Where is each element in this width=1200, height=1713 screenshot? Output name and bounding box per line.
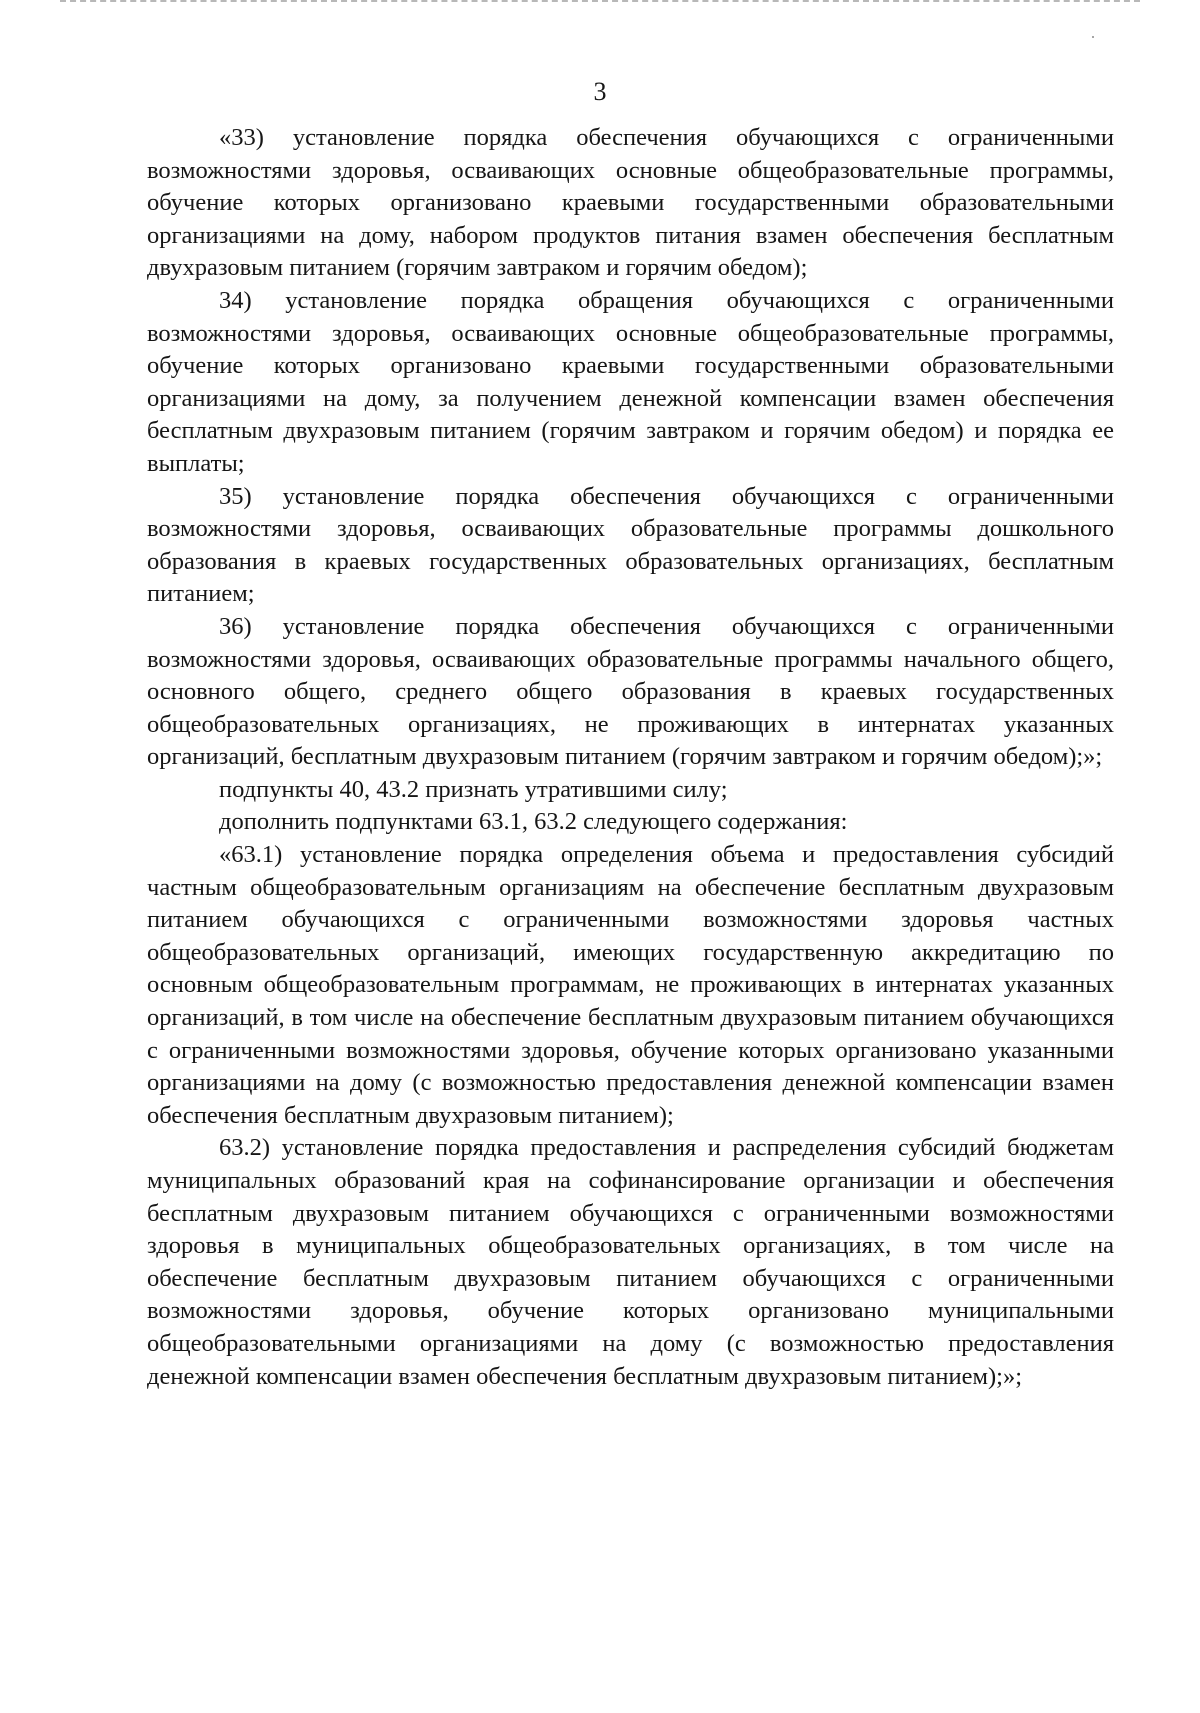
document-body	[147, 122, 1114, 1393]
scan-speck	[1092, 36, 1094, 38]
paragraph-34: 34) установление порядка обращения обучающихся с ограниченными возможностями здоровья, осваивающих основные общеобразовательные программы, обучение которых организовано краевыми государственными образовательными организациями на дому, за получением денежной компенсации взамен обеспечения бесплатным двухразовым питанием (горячим завтраком и горячим обедом) и порядка ее выплаты;	[147, 286, 1114, 477]
paragraph-35: 35) установление порядка обеспечения обучающихся с ограниченными возможностями здоровья, осваивающих образовательные программы дошкольного образования в краевых государственных образовательных организациях, бесплатным питанием;	[147, 482, 1114, 608]
paragraph-supplement: дополнить подпунктами 63.1, 63.2 следующего содержания:	[219, 808, 848, 836]
page-number: 3	[593, 77, 607, 106]
scan-top-edge	[60, 0, 1140, 2]
paragraph-63-1: «63.1) установление порядка определения объема и предоставления субсидий частным общеобразовательным организациям на обеспечение бесплатным двухразовым питанием обучающихся с ограниченными возможностями здоровья частных общеобразовательных организаций, имеющих государственную аккредитацию по основным общеобразовательным программам, не проживающих в интернатах указанных организаций, в том числе на обеспечение бесплатным двухразовым питанием обучающихся с ограниченными возможностями здоровья, обучение которых организовано указанными организациями на дому (с возможностью предоставления денежной компенсации взамен обеспечения бесплатным двухразовым питанием);	[147, 841, 1114, 1129]
paragraph-63-2: 63.2) установление порядка предоставления и распределения субсидий бюджетам муниципальных образований края на софинансирование организации и обеспечения бесплатным двухразовым питанием обучающихся с ограниченными возможностями здоровья в муниципальных общеобразовательных организациях, в том числе на обеспечение бесплатным двухразовым питанием обучающихся с ограниченными возможностями здоровья, обучение которых организовано муниципальными общеобразовательными организациями на дому (с возможностью предоставления денежной компенсации взамен обеспечения бесплатным двухразовым питанием);»;	[147, 1134, 1114, 1390]
paragraph-33: «33) установление порядка обеспечения обучающихся с ограниченными возможностями здоровья, осваивающих основные общеобразовательные программы, обучение которых организовано краевыми государственными образовательными организациями на дому, набором продуктов питания взамен обеспечения бесплатным двухразовым питанием (горячим завтраком и горячим обедом);	[147, 124, 1114, 282]
paragraph-repeal: подпункты 40, 43.2 признать утратившими силу;	[219, 775, 728, 803]
paragraph-36: 36) установление порядка обеспечения обучающихся с ограниченными возможностями здоровья, осваивающих образовательные программы начального общего, основного общего, среднего общего образования в краевых государственных общеобразовательных организациях, не проживающих в интернатах указанных организаций, бесплатным двухразовым питанием (горячим завтраком и горячим обедом);»;	[147, 612, 1114, 771]
